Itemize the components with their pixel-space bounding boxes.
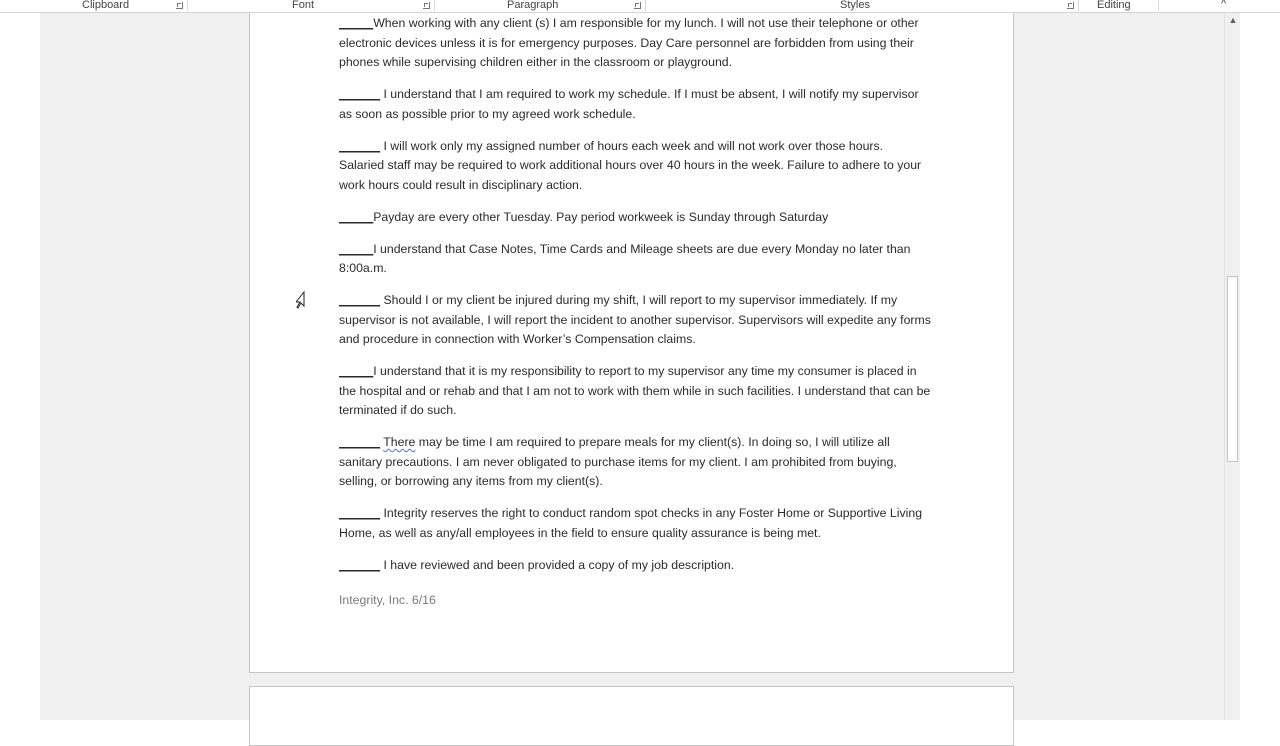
screen-left-margin <box>0 12 40 720</box>
mouse-pointer-icon <box>296 290 312 312</box>
paragraph-text: I understand that I am required to work my schedule. If I must be absent, I will notify my supervisor as soon as possible prior to my agreed work schedule. <box>339 87 919 121</box>
initial-blank: ______ <box>339 435 381 449</box>
vertical-scrollbar[interactable] <box>1224 12 1240 720</box>
doc-paragraph[interactable] <box>339 362 931 421</box>
paragraph-text: I understand that Case Notes, Time Cards and Mileage sheets are due every Monday no later than 8:00a.m. <box>339 241 911 275</box>
ribbon-group-labels <box>0 0 1280 13</box>
spelling-flag-word[interactable]: There <box>383 435 416 449</box>
doc-paragraph[interactable] <box>339 85 931 124</box>
ribbon-separator <box>1078 0 1079 11</box>
paragraph-text: Integrity reserves the right to conduct random spot checks in any Foster Home or Supportive Living Home, as well as any/all employees in the field to ensure quality assurance is being met. <box>339 506 923 540</box>
ribbon-separator <box>187 0 188 11</box>
doc-paragraph[interactable] <box>339 14 931 73</box>
doc-paragraph[interactable] <box>339 504 931 543</box>
font-dialog-launcher-icon[interactable] <box>423 2 430 9</box>
paragraph-dialog-launcher-icon[interactable] <box>634 2 641 9</box>
doc-paragraph[interactable] <box>339 208 931 228</box>
ribbon-separator <box>1158 0 1159 11</box>
doc-paragraph[interactable] <box>339 556 931 576</box>
initial-blank: _____ <box>339 209 374 224</box>
styles-dialog-launcher-icon[interactable] <box>1067 2 1074 9</box>
paragraph-text: I will work only my assigned number of hours each week and will not work over those hours. Salaried staff may be required to work additional hours over 40 hours in the week. Failure to adhere to your work hours could result in disciplinary action. <box>339 138 922 192</box>
initial-blank: _____ <box>339 16 374 30</box>
paragraph-text: I have reviewed and been provided a copy of my job description. <box>380 557 735 572</box>
doc-paragraph[interactable] <box>339 291 931 350</box>
scrollbar-thumb[interactable] <box>1227 276 1238 462</box>
paragraph-text: may be time I am required to prepare meals for my client(s). In doing so, I will utilize all sanitary precautions. I am never obligated to purchase items for my client. I am prohibited from buying, selling, or borrowing any items from my client(s). <box>339 435 897 488</box>
paragraph-text: Should I or my client be injured during my shift, I will report to my supervisor immediately. If my supervisor is not available, I will report the incident to another supervisor. Supervisors will expedite any forms and procedure in connection with Worker’s Compensation claims. <box>339 293 931 346</box>
ribbon-group-styles: Styles <box>840 0 870 11</box>
ribbon-separator <box>645 0 646 11</box>
page-footer[interactable]: Integrity, Inc. 6/16 <box>339 593 436 607</box>
paragraph-text: When working with any client (s) I am responsible for my lunch. I will not use their telephone or other electronic devices unless it is for emergency purposes. Day Care personnel are forbidden from using their phones while supervising children either in the classroom or playground. <box>339 16 919 69</box>
doc-paragraph[interactable] <box>339 137 931 196</box>
initial-blank: ______ <box>339 87 381 101</box>
document-page-next[interactable] <box>249 686 1014 746</box>
initial-blank: ______ <box>339 506 381 520</box>
paragraph-text: I understand that it is my responsibility to report to my supervisor any time my consumer is placed in the hospital and or rehab and that I am not to work with them while in such facilities. I understand that can be terminated if do such. <box>339 364 931 417</box>
ribbon-group-clipboard: Clipboard <box>82 0 130 11</box>
document-body[interactable] <box>339 14 931 588</box>
initial-blank: ______ <box>339 557 381 572</box>
ribbon-separator <box>434 0 435 11</box>
initial-blank: _____ <box>339 241 374 256</box>
ribbon-group-font: Font <box>292 0 315 11</box>
initial-blank: _____ <box>339 364 374 378</box>
scroll-up-arrow-icon[interactable]: ▲ <box>1228 15 1238 25</box>
collapse-ribbon-icon[interactable]: ^ <box>1221 0 1227 10</box>
initial-blank: ______ <box>339 138 381 153</box>
clipboard-dialog-launcher-icon[interactable] <box>176 2 183 9</box>
initial-blank: ______ <box>339 293 381 307</box>
ribbon-group-editing: Editing <box>1097 0 1131 11</box>
doc-paragraph[interactable] <box>339 433 931 492</box>
ribbon-group-paragraph: Paragraph <box>507 0 559 11</box>
doc-paragraph[interactable] <box>339 240 931 279</box>
paragraph-text: Payday are every other Tuesday. Pay period workweek is Sunday through Saturday <box>373 209 829 224</box>
screen-right-margin <box>1240 12 1280 720</box>
